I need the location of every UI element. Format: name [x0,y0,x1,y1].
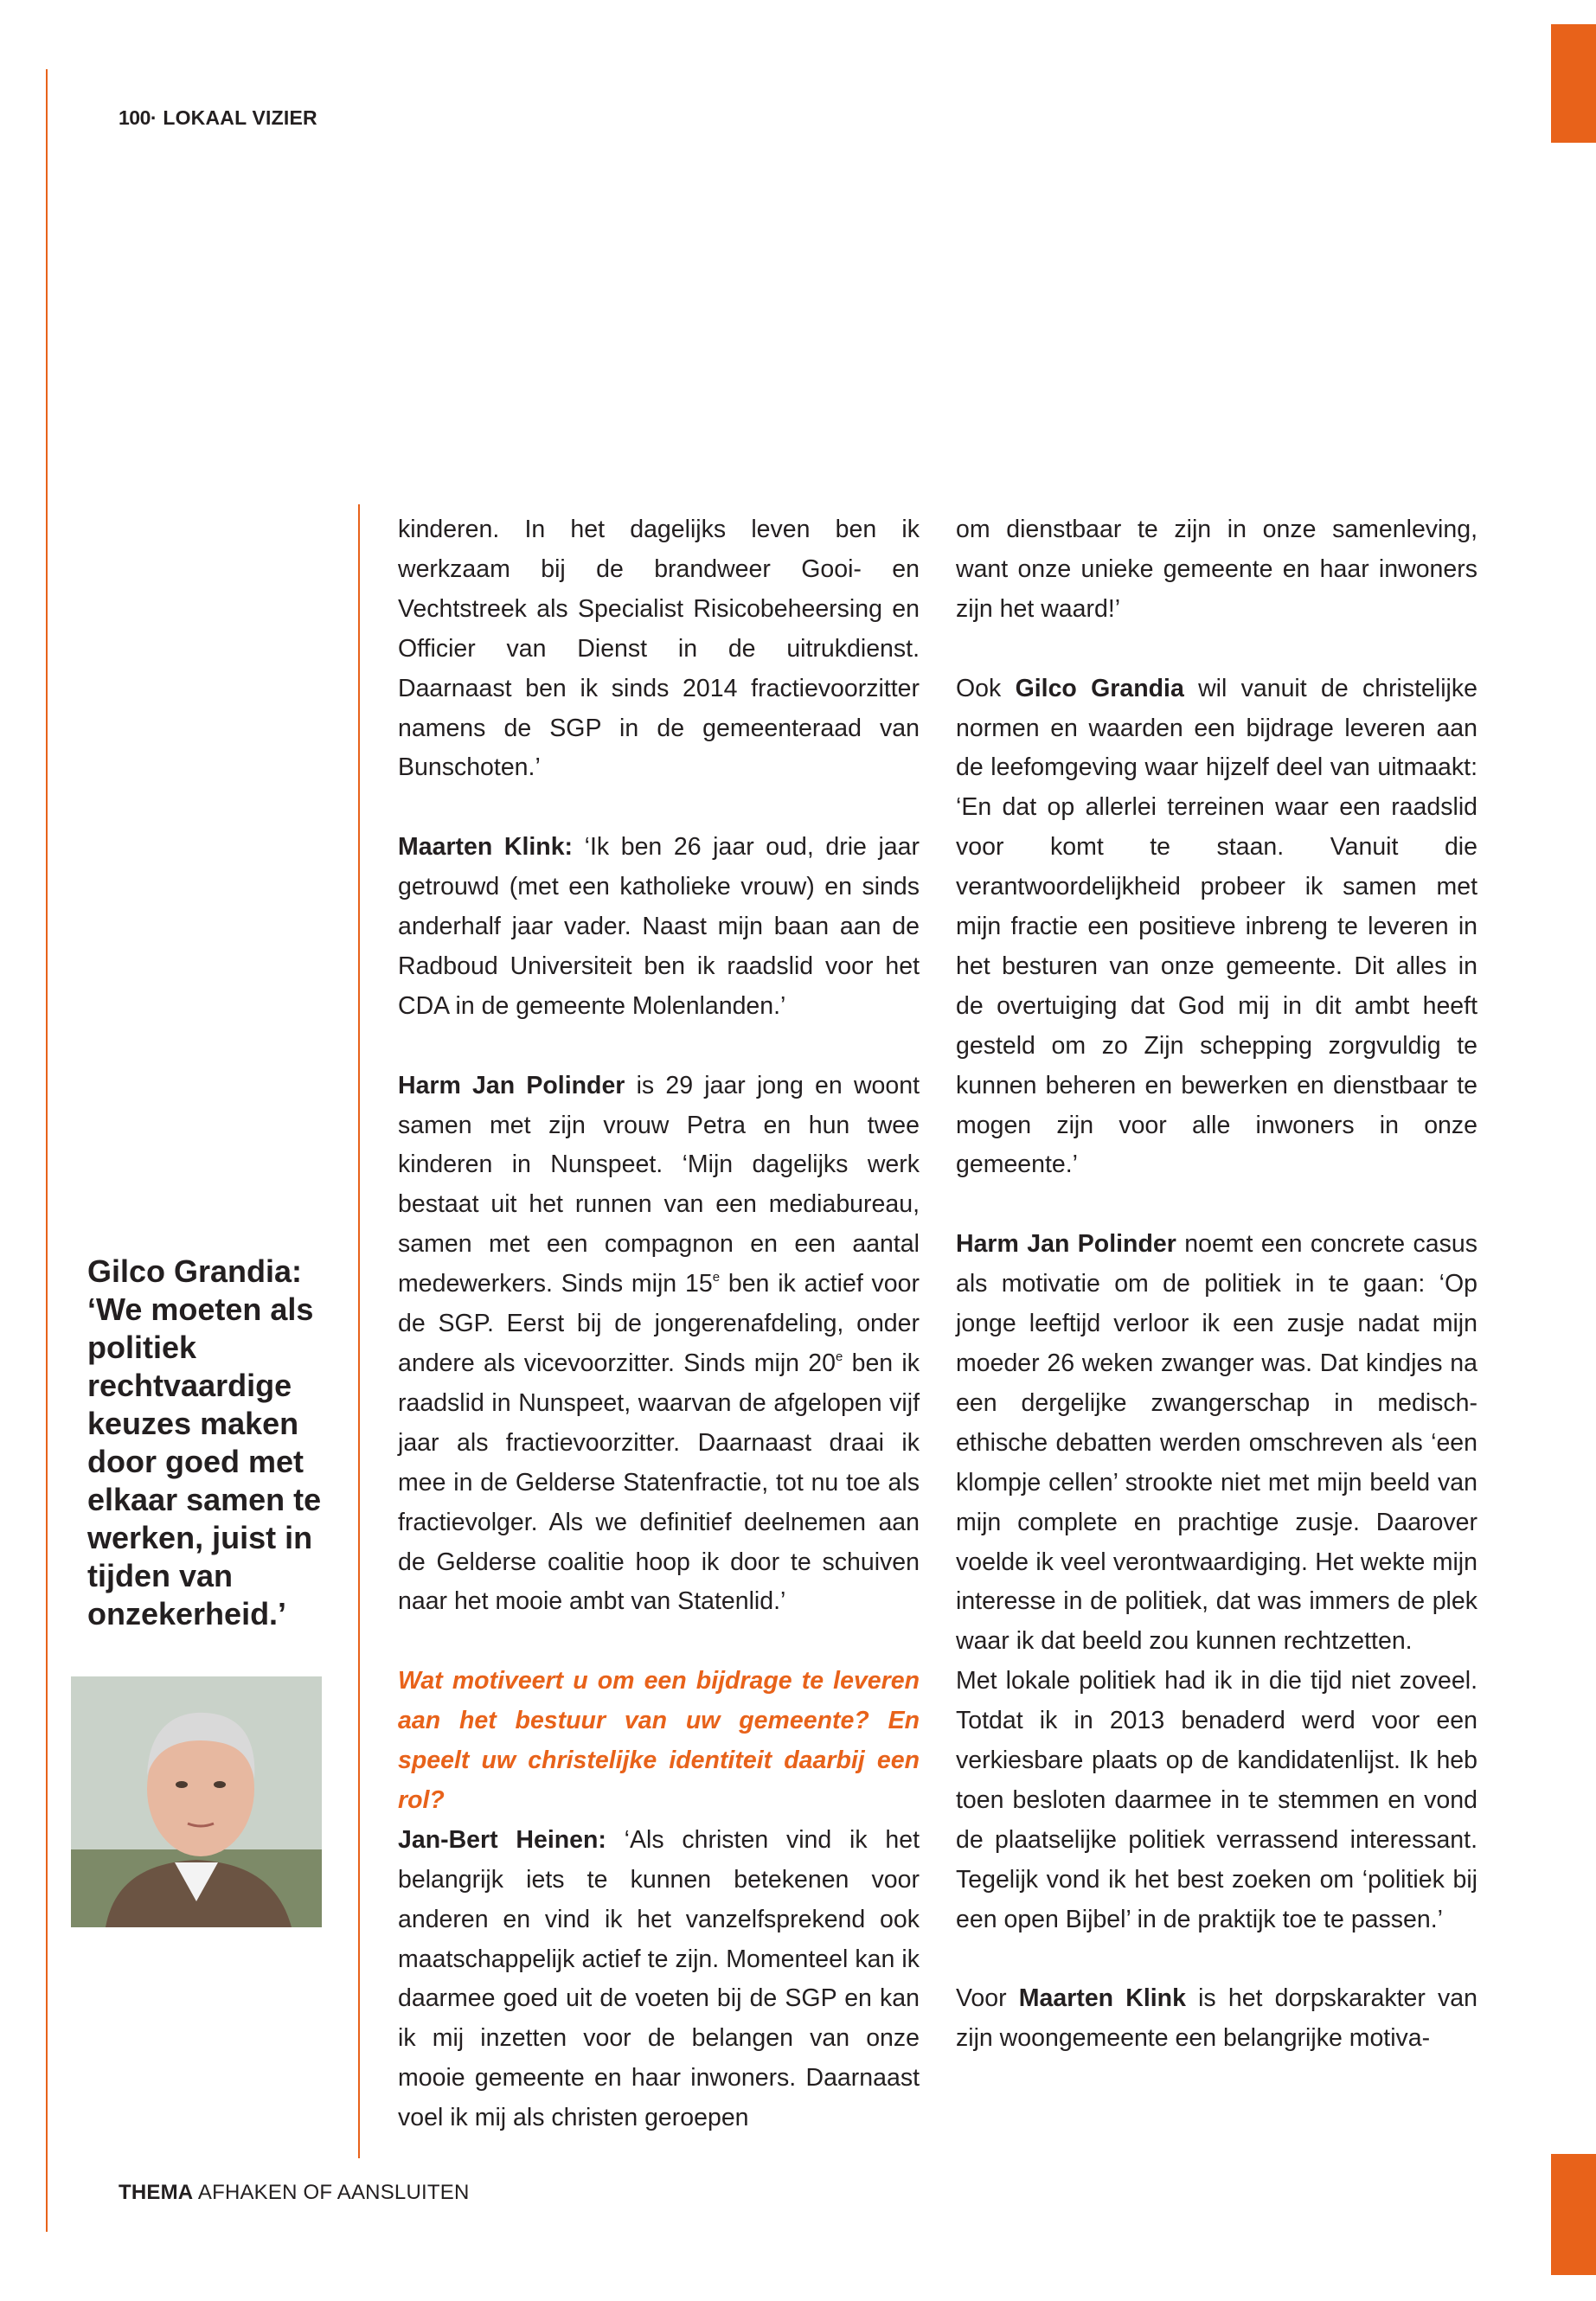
paragraph-text: noemt een concrete casus als motivatie om de politiek in te gaan: ‘Op jonge leeftijd verloor ik een zusje nadat mijn moeder 26 weken zwanger was. Dat kindjes na een dergelijke zwangerschap in medisch-ethische debatten werden omschreven als ‘een klompje cellen’ strookte niet met mijn beeld van mijn complete en prachtige zusje. Daarover voelde ik veel verontwaardiging. Het wekte mijn interesse in de politiek, dat was immers de plek waar ik dat beeld zou kunnen rechtzetten. [956,1230,1478,1656]
orange-page-tab-top [1551,24,1596,143]
superscript: e [835,1349,843,1364]
paragraph-text: is het dorpskarakter van zijn woongemeente een belangrijke motiva- [956,1984,1477,2053]
paragraph-gilco-grandia [956,670,1477,1186]
paragraph-harm-jan-polinder [398,1067,920,1623]
speaker-name: Harm Jan Polinder [398,1071,625,1099]
running-header [119,106,317,130]
paragraph-intro-continued: kinderen. In het dagelijks leven ben ik werkzaam bij de brandweer Gooi- en Vechtstreek als Specialist Risicobeheersing en Officier van Dienst in de uitrukdienst. Daarnaast ben ik sinds 2014 fractievoorzitter namens de SGP in de gemeenteraad van Bunschoten.’ [398,516,920,782]
speaker-name: Jan-Bert Heinen: [398,1825,606,1854]
speaker-name: Harm Jan Polinder [956,1230,1176,1259]
speaker-name: Maarten Klink [1018,1984,1186,2013]
paragraph-text: ‘Ik ben 26 jaar oud, drie jaar getrouwd (met een katholieke vrouw) en sinds anderhalf jaar vader. Naast mijn baan aan de Radboud Universiteit ben ik raadslid voor het CDA in de gemeente Molenlanden.’ [398,833,920,1020]
paragraph-maarten-klink [398,828,920,1027]
paragraph-text: ben ik raadslid in Nunspeet, waarvan de afgelopen vijf jaar als fractievoorzitter. Daarnaast draai ik mee in de Gelderse Statenfractie, tot nu toe als fractievolger. Als we definitief deelnemen aan de Gelderse coalitie hoop ik door te schuiven naar het mooie ambt van Statenlid.’ [398,1349,920,1616]
paragraph-jan-bert-heinen [398,1821,920,2138]
paragraph-text: ‘Als christen vind ik het belangrijk iets te kunnen betekenen voor anderen en vind ik het vanzelfsprekend ook maatschappelijk actief te zijn. Momenteel kan ik daarmee goed uit de voeten bij de SGP en kan ik mij inzetten voor de belangen van onze mooie gemeente en haar inwoners. Daarnaast voel ik mij als christen geroepen [398,1825,920,2132]
paragraph-text: is 29 jaar jong en woont samen met zijn vrouw Petra en hun twee kinderen in Nunspeet. ‘Mijn dagelijks werk bestaat uit het runnen van een mediabureau, samen met een compagnon en een aantal medewerkers. Sinds mijn 15 [398,1071,920,1298]
pull-quote: Gilco Grandia: ‘We moeten als politiek rechtvaardige keuzes maken door goed met elkaar samen te werken, juist in tijden van onzekerheid.’ [87,1253,322,1631]
paragraph-local-politics: Met lokale politiek had ik in die tijd niet zoveel. Totdat ik in 2013 benaderd werd voor een verkiesbare plaats op de kandidatenlijst. Ik heb toen besloten daarmee in te stemmen en vond de plaatselijke politiek verrassend interessant. Tegelijk vond ik het best zoeken om ‘politiek bij een open Bijbel’ in de praktijk toe te passen.’ [956,1667,1477,1933]
theme-title: AFHAKEN OF AANSLUITEN [197,2181,470,2204]
running-footer [119,2181,469,2205]
superscript: e [712,1270,721,1285]
paragraph-maarten-klink-motivation [956,1979,1477,2059]
paragraph-text: Ook [956,674,1016,702]
paragraph-harm-jan-polinder-motivation [956,1225,1477,1662]
left-margin-rule [46,69,48,2232]
theme-label: THEMA [119,2181,194,2204]
portrait-photo [71,1676,322,1927]
article-column-1 [398,510,920,2138]
column-divider-rule [358,504,360,2158]
publication-name: LOKAAL VIZIER [163,106,317,129]
portrait-illustration [71,1676,322,1927]
interview-question: Wat motiveert u om een bijdrage te leveren aan het bestuur van uw gemeente? En speelt uw christelijke identiteit daarbij een rol? [398,1667,920,1814]
speaker-name: Gilco Grandia [1015,674,1184,702]
paragraph-text: ben ik actief voor de SGP. Eerst bij de jongerenafdeling, onder andere als vicevoorzitter. Sinds mijn 20 [398,1270,920,1377]
speaker-name: Maarten Klink: [398,833,574,862]
paragraph-text: wil vanuit de christelijke normen en waarden een bijdrage leveren aan de leefomgeving waar hijzelf deel van uitmaakt: ‘En dat op allerlei terreinen waar een raadslid voor komt te staan. Vanuit die verantwoordelijkheid probeer ik samen met mijn fractie een positieve inbreng te leveren in het besturen van onze gemeente. Dit alles in de overtuiging dat God mij in dit ambt heeft gesteld om zo Zijn schepping zorgvuldig te kunnen beheren en bewerken en dienstbaar te mogen zijn voor alle inwoners in onze gemeente.’ [956,674,1477,1179]
header-separator: · [150,106,157,129]
paragraph-text: Voor [956,1984,1019,2013]
paragraph-continued: om dienstbaar te zijn in onze samenleving, want onze unieke gemeente en haar inwoners zijn het waard!’ [956,516,1477,623]
page-number: 100 [119,106,151,129]
article-column-2 [956,510,1477,2059]
orange-page-tab-bottom [1551,2154,1596,2275]
